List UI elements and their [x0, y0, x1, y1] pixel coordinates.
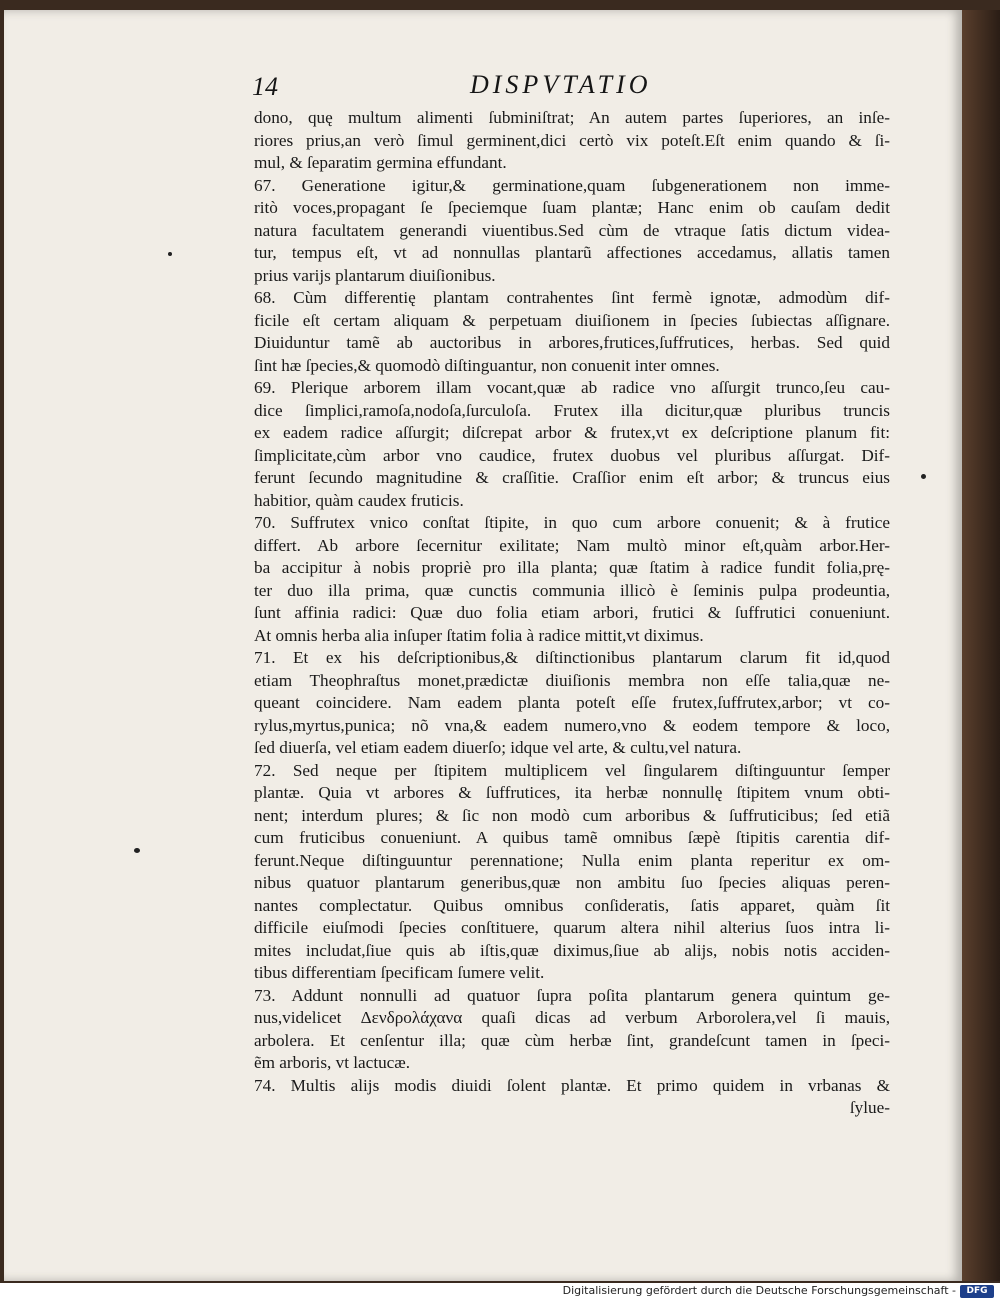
text-line: ter duo illa prima, quæ cunctis communia illicò è ſeminis pulpa prodeuntia,: [254, 580, 890, 600]
text-line: tur, tempus eſt, vt ad nonnullas plantarũ affectiones accedamus, allatis tamen: [254, 243, 890, 262]
dfg-logo: DFG: [960, 1285, 994, 1298]
page-number: 14: [252, 72, 278, 101]
text-line: Diuiduntur tamẽ ab auctoribus in arbores,frutices,ſuffrutices, herbas. Sed quid: [254, 333, 890, 352]
text-line: 72. Sed neque per ſtipitem multiplicem vel ſingularem diſtinguuntur ſemper: [254, 760, 890, 780]
text-line: mul, & ſeparatim germina effundant.: [254, 153, 507, 172]
text-line: riores prius,an verò ſimul germinent,dici certò vix poteſt.Eſt enim quando & ſi-: [254, 130, 890, 150]
text-line: dice ſimplici,ramoſa,nodoſa,ſurculoſa. Frutex illa dicitur,quæ pluribus truncis: [254, 400, 890, 420]
text-line: nibus quatuor plantarum generibus,quæ non ambitu ſuo ſpecies aliquas peren-: [254, 873, 890, 892]
ink-speck: [168, 252, 172, 256]
text-line: differt. Ab arbore ſecernitur exilitate; Nam multò minor eſt,quàm arbor.Her-: [254, 535, 890, 555]
text-line: 74. Multis alijs modis diuidi ſolent plantæ. Et primo quidem in vrbanas &: [254, 1075, 890, 1095]
footer-bar: [0, 1283, 1000, 1301]
text-line: nent; interdum plures; & ſic non modò cum arboribus & ſuffruticibus; ſed etiã: [254, 805, 890, 825]
text-line: nus,videlicet Δενδρολάχανα quaſi dicas ad verbum Arborolera,vel ſi mauis,: [254, 1008, 890, 1027]
text-line: ba accipitur à nobis propriè pro illa planta; quæ ſtatim à radice fundit folia,prę-: [254, 558, 890, 577]
text-line: ficile eſt certam aliquam & perpetuam diuiſionem in ſpecies ſubiectas aſſignare.: [254, 310, 890, 330]
text-line: ex eadem radice aſſurgit; diſcrepat arbor & frutex,vt ex deſcriptione planum fit:: [254, 423, 890, 442]
ink-speck: [134, 848, 140, 853]
body-text: [254, 107, 890, 1120]
text-line: cum fruticibus conueniunt. A quibus tamẽ omnibus ſæpè ſtipitis carentia dif-: [254, 828, 890, 847]
text-line: ritò voces,propagant ſe ſpeciemque ſuam plantæ; Hanc enim ob cauſam dedit: [254, 198, 890, 217]
text-line: difficile eiuſmodi ſpecies conſtituere, quarum altera nihil alterius ſuos intra li-: [254, 918, 890, 937]
text-line: ferunt.Neque diſtinguuntur perennatione; Nulla enim planta reperitur ex om-: [254, 850, 890, 870]
text-line: 70. Suffrutex vnico conſtat ſtipite, in quo cum arbore conuenit; & à frutice: [254, 513, 890, 532]
text-line: arbolera. Et cenſentur illa; quæ cùm herbæ ſint, grandeſcunt tamen in ſpeci-: [254, 1030, 890, 1050]
text-line: ſed diuerſa, vel etiam eadem diuerſo; idque vel arte, & cultu,vel natura.: [254, 738, 742, 757]
text-line: ſint hæ ſpecies,& quomodò diſtinguantur, non conuenit inter omnes.: [254, 355, 720, 375]
text-line: 68. Cùm differentię plantam contrahentes ſint fermè ignotæ, admodùm dif-: [254, 288, 890, 307]
text-line: ẽm arboris, vt lactucæ.: [254, 1053, 411, 1072]
text-line: nantes complectatur. Quibus omnibus conſideratis, ſatis apparet, quàm ſit: [254, 895, 890, 915]
text-line: ferunt ſecundo magnitudine & craſſitie. Craſſior enim eſt arbor; & truncus eius: [254, 468, 890, 487]
page-edge-shadow: [962, 10, 1000, 1281]
text-line: queant coincidere. Nam eadem planta poteſt eſſe frutex,ſuffrutex,arbor; vt co-: [254, 693, 890, 712]
text-line: natura facultatem generandi viuentibus.Sed cùm de vtraque ſatis dictum videa-: [254, 220, 890, 240]
text-line: rylus,myrtus,punica; nõ vna,& eadem numero,vno & eodem tempore & loco,: [254, 715, 890, 735]
text-line: plantæ. Quia vt arbores & ſuffrutices, ita herbæ nonnullę ſtipitem vnum obti-: [254, 783, 890, 802]
text-line: etiam Theophraſtus monet,prædictæ diuiſionis membra non eſſe talia,quæ ne-: [254, 670, 890, 690]
text-line: ſylue-: [849, 1098, 890, 1117]
text-line: prius varijs plantarum diuiſionibus.: [254, 265, 496, 285]
text-line: dono, quę multum alimenti ſubminiſtrat; An autem partes ſuperiores, an inſe-: [254, 108, 890, 127]
page-header: [252, 72, 892, 102]
digitization-credit: Digitalisierung gefördert durch die Deutsche Forschungsgemeinschaft -: [562, 1284, 956, 1297]
text-line: 67. Generatione igitur,& germinatione,quam ſubgenerationem non imme-: [254, 175, 890, 195]
text-line: ſunt affinia radici: Quæ duo folia etiam arbori, frutici & ſuffrutici conueniunt.: [254, 603, 890, 622]
text-line: 69. Plerique arborem illam vocant,quæ ab radice vno aſſurgit trunco,ſeu cau-: [254, 378, 890, 397]
text-line: ſimplicitate,cùm arbor vno caudice, frutex duobus vel pluribus aſſurgat. Dif-: [254, 445, 890, 465]
running-title: DISPVTATIO: [470, 70, 652, 99]
text-line: 73. Addunt nonnulli ad quatuor ſupra poſita plantarum genera quintum ge-: [254, 985, 890, 1005]
text-line: At omnis herba alia inſuper ſtatim folia à radice mittit,vt diximus.: [254, 625, 704, 645]
text-line: habitior, quàm caudex fruticis.: [254, 490, 464, 510]
ink-speck: [921, 474, 926, 479]
text-line: mites includat,ſiue quis ab iſtis,quæ diximus,ſiue ab alijs, nobis notis acciden-: [254, 940, 890, 960]
text-line: 71. Et ex his deſcriptionibus,& diſtinctionibus plantarum clarum fit id,quod: [254, 648, 890, 667]
text-line: tibus differentiam ſpecificam ſumere velit.: [254, 963, 545, 982]
